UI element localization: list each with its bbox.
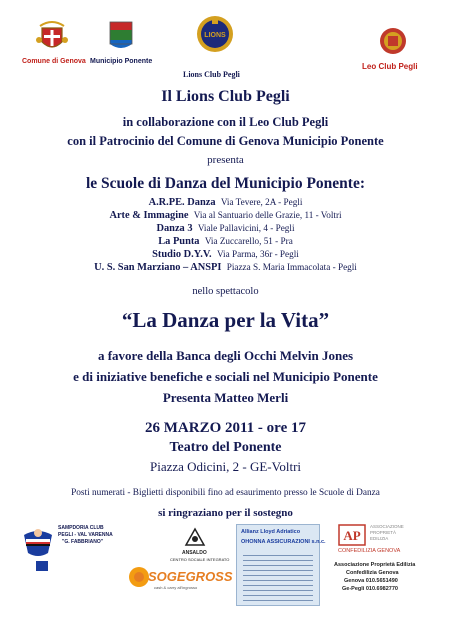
proprieta-line-1: ASSOCIAZIONE — [370, 524, 404, 529]
ansaldo-logo-icon — [184, 527, 206, 547]
school-address: Viale Pallavicini, 4 - Pegli — [197, 223, 295, 233]
proprieta-line-3: EDILIZIA — [370, 536, 389, 541]
school-row — [0, 262, 451, 273]
lions-club-logo — [196, 14, 234, 54]
comune-label: Comune di Genova — [22, 58, 86, 65]
intro-line-2: in collaborazione con il Leo Club Pegli — [122, 115, 329, 129]
proprieta-line-4: CONFEDILIZIA GENOVA — [338, 548, 401, 554]
ansaldo-line-1: ANSALDO — [182, 550, 207, 556]
sponsor-proprieta-edilizia — [334, 524, 434, 596]
school-address: Piazza S. Maria Immacolata - Pegli — [226, 262, 357, 272]
sogegross-sub: cash & carry all'ingrosso — [154, 585, 198, 590]
lions-club-label: Lions Club Pegli — [183, 70, 240, 79]
sponsor-sogegross — [126, 564, 233, 596]
school-address: Via Zuccarello, 51 - Pra — [204, 236, 293, 246]
leo-club-logo — [378, 26, 408, 56]
svg-text:AP: AP — [343, 528, 361, 543]
school-row — [0, 210, 451, 221]
school-row — [0, 236, 451, 247]
school-address: Via al Santuario delle Grazie, 11 - Voltri — [193, 210, 342, 220]
show-line-3: Presenta Matteo Merli — [162, 390, 289, 405]
proprieta-text-3: Genova 010.5651490 — [344, 578, 398, 584]
school-name: Studio D.Y.V. — [152, 249, 212, 260]
proprieta-logo-icon — [338, 524, 366, 546]
lions-logo-text: LIONS — [204, 32, 226, 39]
sogegross-logo-text: SOGEGROSS — [148, 569, 233, 584]
show-line-1: a favore della Banca degli Occhi Melvin Jones — [97, 348, 354, 363]
show-title: “La Danza per la Vita” — [121, 308, 330, 332]
proprieta-text-1: Associazione Proprietà Edilizia — [334, 562, 416, 568]
event-date: 26 MARZO 2011 - ore 17 — [145, 420, 306, 436]
event-address: Piazza Odicini, 2 - GE-Voltri — [149, 459, 302, 474]
thanks-note: si ringraziano per il sostegno — [158, 507, 293, 519]
school-address: Via Parma, 36r - Pegli — [216, 249, 299, 259]
municipio-label: Municipio Ponente — [90, 58, 153, 65]
allianz-text-block — [243, 551, 313, 601]
proprieta-line-2: PROPRIETÀ — [370, 530, 397, 535]
school-name: A.R.PE. Danza — [148, 197, 216, 208]
show-line-2: e di iniziative benefiche e sociali nel Municipio Ponente — [73, 369, 378, 384]
school-name: U. S. San Marziano – ANSPI — [94, 262, 222, 273]
sampdoria-line-1: SAMPDORIA CLUB — [58, 525, 104, 531]
proprieta-text-2: Confedilizia Genova — [346, 570, 399, 576]
school-name: Arte & Immagine — [109, 210, 189, 221]
school-name: La Punta — [158, 236, 200, 247]
leo-club-label: Leo Club Pegli — [362, 62, 418, 71]
allianz-line-2: OHONNA ASSICURAZIONI s.n.c. — [241, 539, 326, 545]
ansaldo-line-2: CENTRO SOCIALE INTEGRATO — [170, 557, 230, 562]
sampdoria-logo-icon — [22, 525, 54, 559]
allianz-line-1: Allianz Lloyd Adriatico — [241, 529, 301, 535]
sponsor-ansaldo — [170, 527, 240, 567]
comune-di-genova-crest — [34, 20, 70, 56]
sponsor-allianz — [236, 524, 326, 606]
show-intro: nello spettacolo — [192, 286, 259, 297]
school-address: Via Tevere, 2A - Pegli — [220, 197, 303, 207]
intro-line-4: presenta — [207, 154, 244, 166]
schools-title: le Scuole di Danza del Municipio Ponente: — [86, 175, 365, 192]
event-venue: Teatro del Ponente — [169, 440, 282, 455]
sponsor-sampdoria-club — [22, 521, 112, 571]
sampdoria-line-2: PEGLI - VAL VARENNA — [58, 532, 113, 538]
sampdoria-badge-icon — [36, 561, 48, 571]
intro-line-1: Il Lions Club Pegli — [161, 88, 290, 105]
sampdoria-line-3: "G. FABBRIANO" — [62, 539, 104, 545]
intro-line-3: con il Patrocinio del Comune di Genova Municipio Ponente — [67, 134, 384, 148]
proprieta-text-4: Ge-Pegli 010.6982770 — [342, 586, 398, 592]
municipio-ponente-crest — [108, 20, 134, 52]
tickets-note: Posti numerati - Biglietti disponibili fino ad esaurimento presso le Scuole di Danza — [71, 488, 380, 498]
school-name: Danza 3 — [156, 223, 193, 234]
school-row — [0, 249, 451, 260]
school-row — [0, 197, 451, 208]
school-row — [0, 223, 451, 234]
